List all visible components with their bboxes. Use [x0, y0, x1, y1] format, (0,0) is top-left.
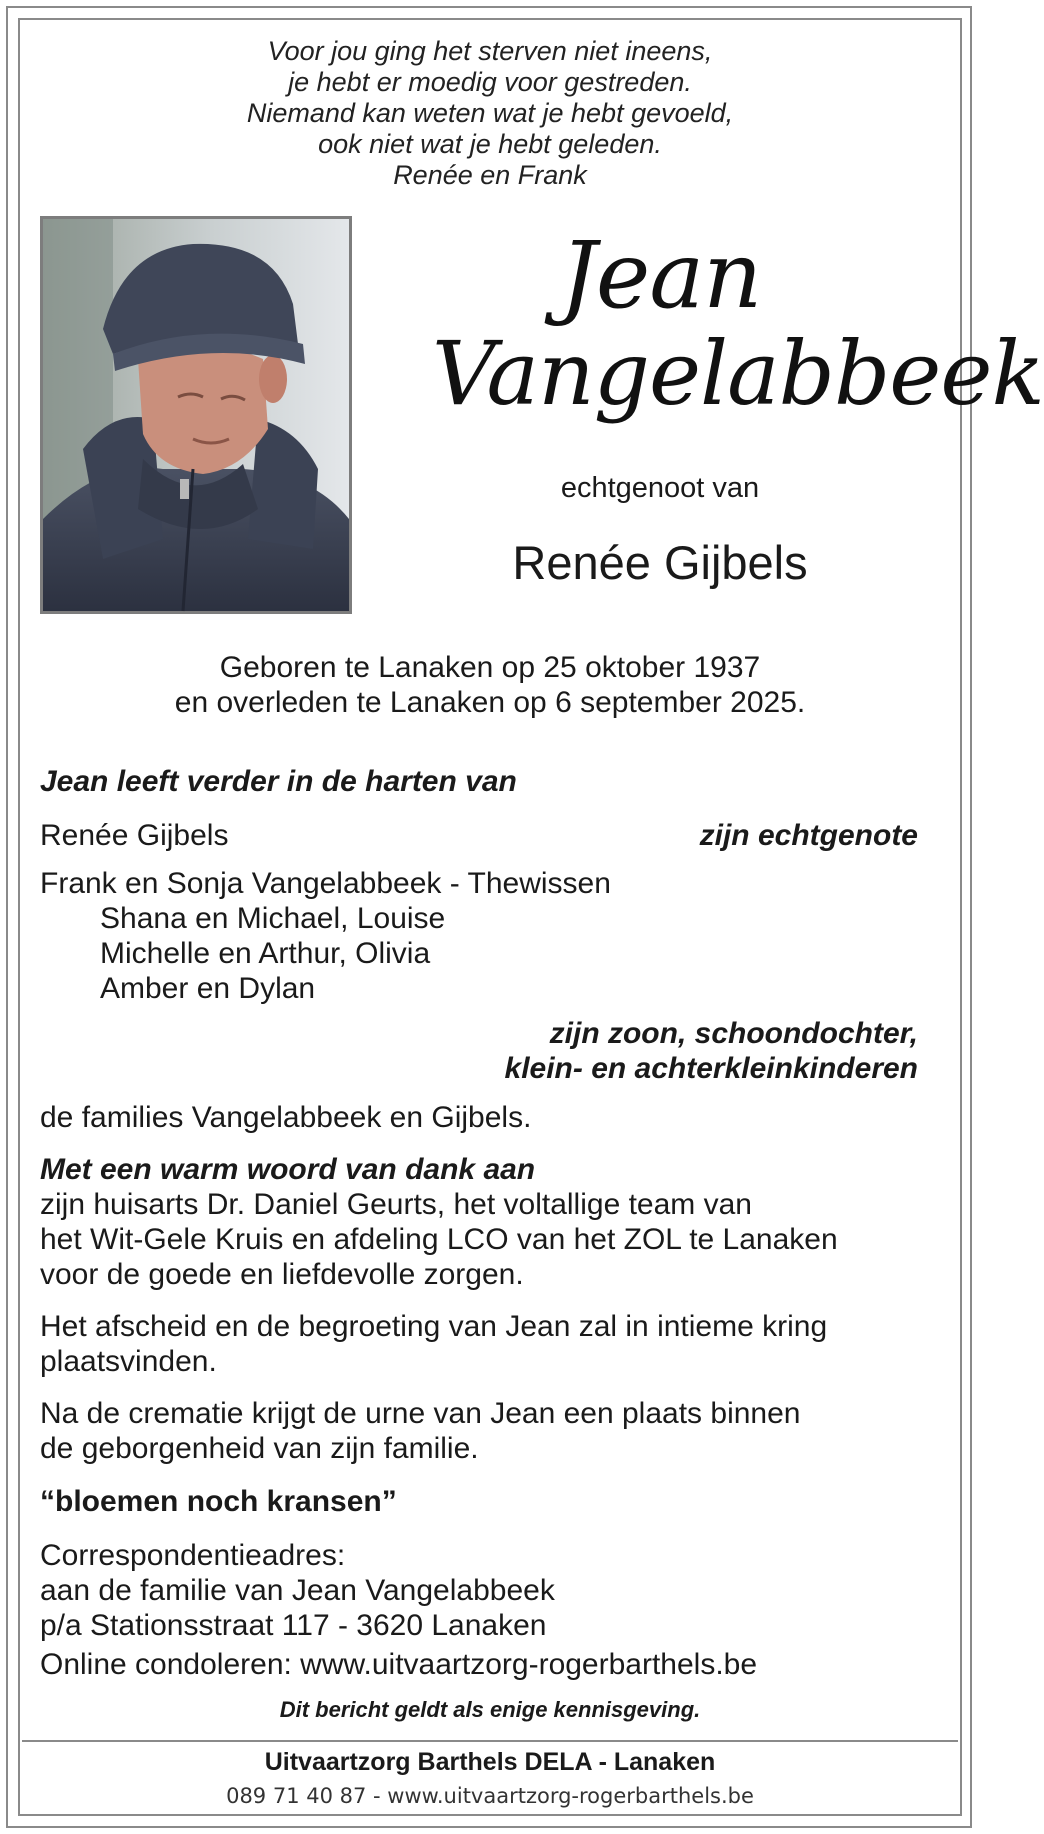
life-dates	[40, 650, 940, 720]
birth-line: Geboren te Lanaken op 25 oktober 1937	[219, 651, 761, 684]
footer-divider	[22, 1740, 958, 1742]
family-heading: Jean leeft verder in de harten van	[40, 765, 517, 798]
thanks-line: zijn huisarts Dr. Daniel Geurts, het voltallige team van	[40, 1188, 752, 1221]
spouse-role: zijn echtgenote	[699, 819, 918, 852]
grandchild-line: Shana en Michael, Louise	[100, 902, 446, 935]
footer-contact[interactable]: 089 71 40 87 - www.uitvaartzorg-rogerbarthels.be	[226, 1784, 754, 1808]
poem-line: Niemand kan weten wat je hebt gevoeld,	[246, 98, 734, 128]
poem-signature: Renée en Frank	[393, 160, 587, 190]
poem	[100, 36, 880, 191]
notice-line: Dit bericht geldt als enige kennisgeving.	[279, 1697, 701, 1722]
flowers-note: “bloemen noch kransen”	[40, 1485, 397, 1518]
deceased-last-name: Vangelabbeek	[432, 322, 1044, 425]
spouse-relation: echtgenoot van	[560, 472, 760, 504]
deceased-first-name: Jean	[560, 222, 762, 329]
cremation-line: de geborgenheid van zijn familie.	[40, 1432, 479, 1465]
thanks-line: voor de goede en liefdevolle zorgen.	[40, 1258, 524, 1291]
correspondence-address: p/a Stationsstraat 117 - 3620 Lanaken	[40, 1609, 547, 1642]
families-line: de families Vangelabbeek en Gijbels.	[40, 1101, 532, 1134]
portrait-image	[43, 219, 349, 611]
online-condolence[interactable]: Online condoleren: www.uitvaartzorg-rogerbarthels.be	[40, 1648, 758, 1681]
correspondence-line: aan de familie van Jean Vangelabbeek	[40, 1574, 555, 1607]
farewell-line: Het afscheid en de begroeting van Jean zal in intieme kring	[40, 1310, 828, 1343]
death-line: en overleden te Lanaken op 6 september 2025.	[174, 686, 806, 719]
farewell-line: plaatsvinden.	[40, 1345, 217, 1378]
poem-line: je hebt er moedig voor gestreden.	[288, 67, 692, 97]
thanks-line: het Wit-Gele Kruis en afdeling LCO van het ZOL te Lanaken	[40, 1223, 838, 1256]
correspondence-heading: Correspondentieadres:	[40, 1539, 346, 1572]
portrait-photo	[40, 216, 352, 614]
children-role-line: zijn zoon, schoondochter,	[549, 1017, 918, 1050]
footer-company: Uitvaartzorg Barthels DELA - Lanaken	[264, 1748, 716, 1776]
grandchild-line: Amber en Dylan	[100, 972, 316, 1005]
son-line: Frank en Sonja Vangelabbeek - Thewissen	[40, 867, 611, 900]
poem-line: Voor jou ging het sterven niet ineens,	[267, 36, 713, 66]
poem-line: ook niet wat je hebt geleden.	[318, 129, 662, 159]
cremation-line: Na de crematie krijgt de urne van Jean een plaats binnen	[40, 1397, 801, 1430]
spouse-family-name: Renée Gijbels	[40, 819, 229, 852]
spouse-name: Renée Gijbels	[512, 536, 808, 589]
grandchild-line: Michelle en Arthur, Olivia	[100, 937, 431, 970]
children-role-line: klein- en achterkleinkinderen	[504, 1052, 918, 1085]
thanks-heading: Met een warm woord van dank aan	[40, 1153, 536, 1186]
